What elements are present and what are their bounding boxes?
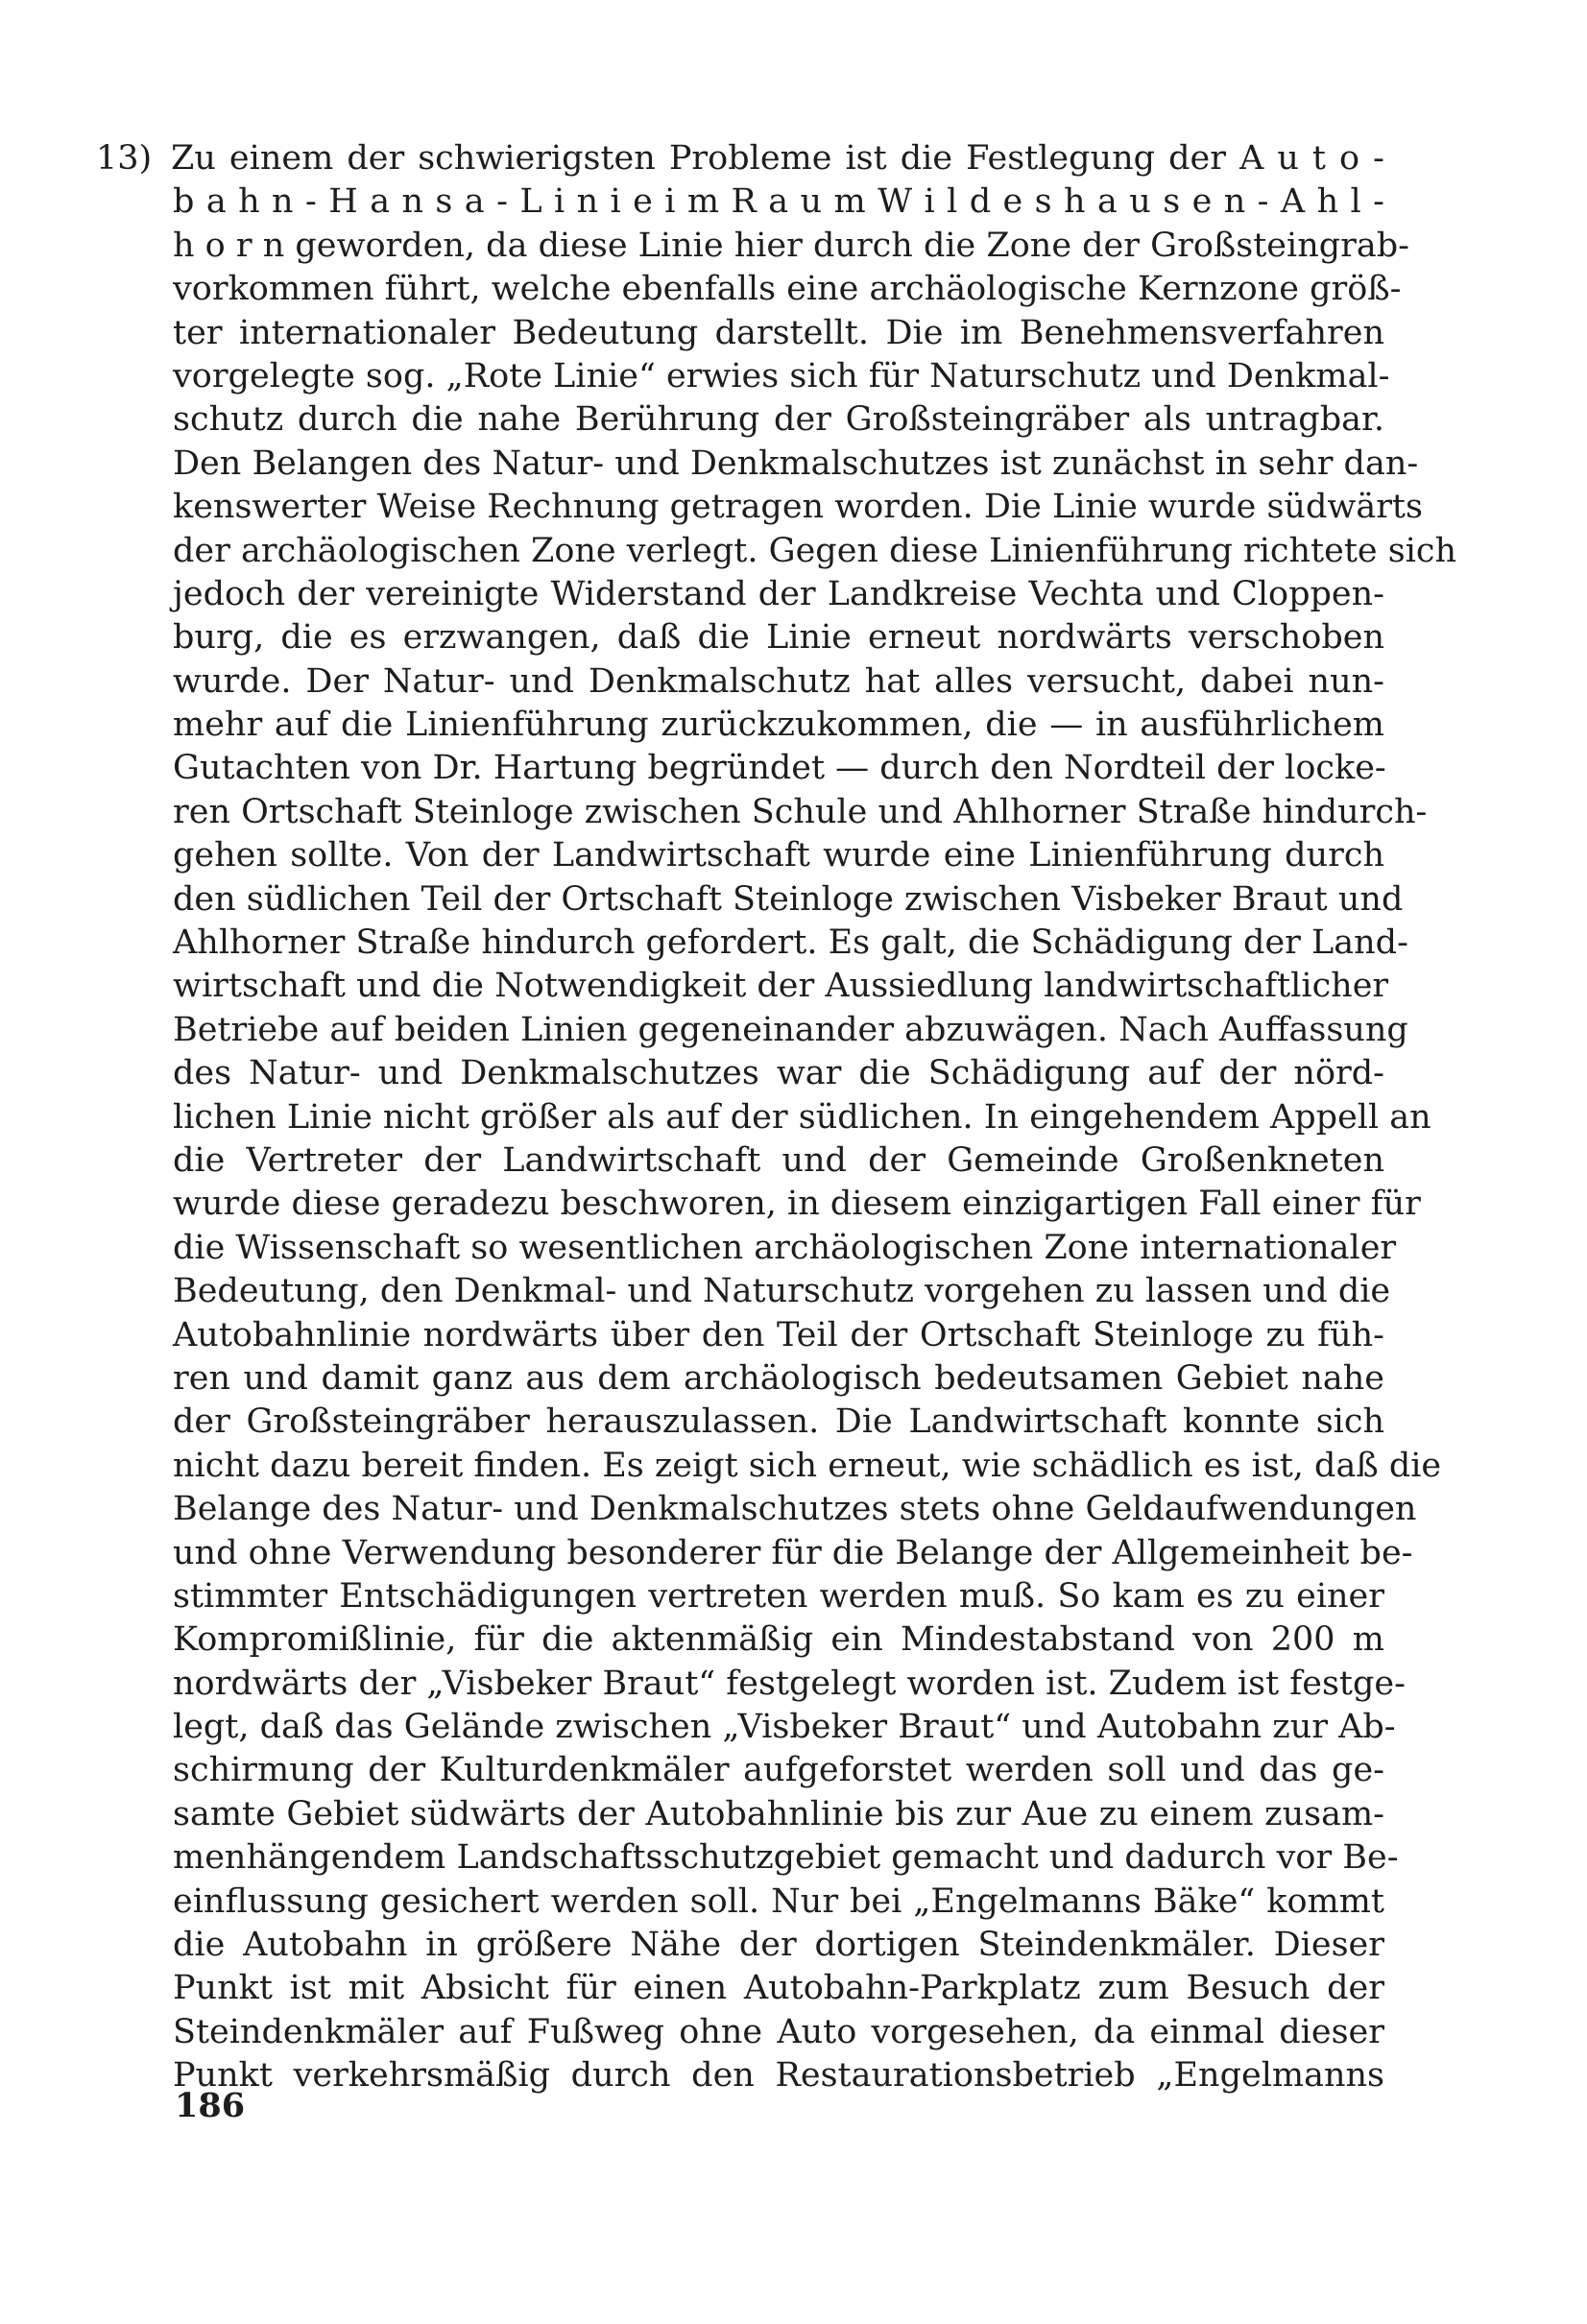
text-line-content: menhängendem Landschaftsschutzgebiet gemacht und dadurch vor Be- <box>173 1838 1399 1878</box>
text-line-content: Zu einem der schwierigsten Probleme ist die Festlegung der A u t o - <box>171 139 1384 178</box>
text-line <box>173 834 1384 877</box>
text-line <box>173 1401 1384 1444</box>
text-line-content: ren und damit ganz aus dem archäologisch bedeutsamen Gebiet nahe <box>173 1358 1384 1398</box>
text-line-content: jedoch der vereinigte Widerstand der Landkreise Vechta und Cloppen- <box>173 574 1384 613</box>
page-number: 186 <box>175 2086 246 2125</box>
text-line <box>173 486 1423 529</box>
text-line <box>173 1967 1384 2010</box>
text-line <box>173 878 1404 922</box>
text-line-content: samte Gebiet südwärts der Autobahnlinie bis zur Aue zu einem zusam- <box>173 1794 1384 1833</box>
text-line-content: den südlichen Teil der Ortschaft Steinloge zwischen Visbeker Braut und <box>173 879 1404 919</box>
text-line-content: Punkt ist mit Absicht für einen Autobahn-Parkplatz zum Besuch der <box>173 1969 1384 2008</box>
text-line <box>173 1881 1384 1924</box>
text-line-content: vorkommen führt, welche ebenfalls eine archäologische Kernzone größ- <box>173 270 1402 309</box>
text-line-content: schutz durch die nahe Berührung der Großsteingräber als untragbar. <box>173 400 1384 440</box>
text-line <box>173 1357 1384 1401</box>
text-line <box>173 616 1384 659</box>
text-line <box>173 1488 1417 1531</box>
text-line-content: burg, die es erzwangen, daß die Linie erneut nordwärts verschoben <box>173 618 1384 658</box>
text-line <box>173 2054 1384 2097</box>
text-line-content: b a h n - H a n s a - L i n i e i m R a u m W i l d e s h a u s e n - A h l - <box>173 182 1384 222</box>
text-line-content: vorgelegte sog. „Rote Linie“ erwies sich für Naturschutz und Denkmal- <box>173 356 1390 395</box>
text-line <box>173 1227 1397 1270</box>
text-line-content: die Wissenschaft so wesentlichen archäologischen Zone internationaler <box>173 1228 1397 1267</box>
text-line <box>173 1793 1384 1836</box>
text-line-content: kenswerter Weise Rechnung getragen worden. Die Linie wurde südwärts <box>173 488 1423 527</box>
text-line <box>173 1924 1384 1967</box>
text-line-content: nordwärts der „Visbeker Braut“ festgelegt worden ist. Zudem ist festge- <box>173 1664 1406 1703</box>
text-line-content: Autobahnlinie nordwärts über den Teil der Ortschaft Steinloge zu füh- <box>173 1315 1384 1354</box>
text-line <box>96 137 1384 180</box>
text-line <box>173 922 1408 965</box>
text-line <box>173 660 1384 704</box>
text-line <box>173 268 1402 311</box>
text-line-content: Steindenkmäler auf Fußweg ohne Auto vorgesehen, da einmal dieser <box>173 2012 1384 2051</box>
text-line-content: Punkt verkehrsmäßig durch den Restaurationsbetrieb „Engelmanns <box>173 2056 1384 2096</box>
footnote-number: 13) <box>96 139 153 178</box>
text-line-content: Den Belangen des Natur- und Denkmalschutzes ist zunächst in sehr dan- <box>173 443 1419 483</box>
text-line-content: und ohne Verwendung besonderer für die Belange der Allgemeinheit be- <box>173 1533 1413 1572</box>
text-line <box>173 1139 1384 1183</box>
text-line <box>173 2011 1384 2054</box>
text-line-content: des Natur- und Denkmalschutzes war die Schädigung auf der nörd- <box>173 1054 1384 1093</box>
text-line <box>173 1445 1442 1488</box>
text-line <box>173 1749 1384 1792</box>
text-line-content: die Autobahn in größere Nähe der dortigen Steindenkmäler. Dieser <box>173 1926 1384 1965</box>
text-line <box>173 1009 1408 1052</box>
text-line-content: der Großsteingräber herauszulassen. Die Landwirtschaft konnte sich <box>173 1402 1384 1442</box>
text-line-content: Gutachten von Dr. Hartung begründet — durch den Nordteil der locke- <box>173 749 1386 788</box>
text-line <box>173 1618 1384 1662</box>
text-line-content: Ahlhorner Straße hindurch gefordert. Es galt, die Schädigung der Land- <box>173 923 1408 963</box>
text-line-content: Betriebe auf beiden Linien gegeneinander abzuwägen. Nach Auffassung <box>173 1010 1408 1049</box>
text-line <box>173 180 1384 224</box>
text-line-content: gehen sollte. Von der Landwirtschaft wurde eine Linienführung durch <box>173 836 1384 875</box>
text-line <box>173 1532 1413 1575</box>
text-line-content: legt, daß das Gelände zwischen „Visbeker Braut“ und Autobahn zur Ab- <box>173 1708 1396 1747</box>
text-line <box>173 747 1384 790</box>
text-line <box>173 965 1389 1008</box>
text-line-content: schirmung der Kulturdenkmäler aufgeforstet werden soll und das ge- <box>173 1751 1384 1790</box>
text-line <box>173 573 1384 616</box>
text-line <box>173 398 1384 442</box>
text-line-content: nicht dazu bereit finden. Es zeigt sich erneut, wie schädlich es ist, daß die <box>173 1446 1442 1485</box>
text-line <box>173 1314 1384 1357</box>
text-line <box>173 1663 1406 1706</box>
text-line-content: Bedeutung, den Denkmal- und Naturschutz vorgehen zu lassen und die <box>173 1272 1391 1311</box>
text-line-content: wirtschaft und die Notwendigkeit der Aussiedlung landwirtschaftlicher <box>173 967 1389 1006</box>
text-line <box>173 1096 1431 1139</box>
text-line-content: ren Ortschaft Steinloge zwischen Schule und Ahlhorner Straße hindurch- <box>173 792 1428 831</box>
text-line-content: mehr auf die Linienführung zurückzukommen, die — in ausführlichem <box>173 706 1384 745</box>
text-line <box>173 312 1384 355</box>
text-line-content: lichen Linie nicht größer als auf der südlichen. In eingehendem Appell an <box>173 1097 1431 1137</box>
text-line-content: Kompromißlinie, für die aktenmäßig ein Mindestabstand von 200 m <box>173 1620 1384 1660</box>
text-line <box>173 530 1457 573</box>
text-line <box>173 1836 1399 1880</box>
text-line-content: stimmter Entschädigungen vertreten werden muß. So kam es zu einer <box>173 1576 1384 1616</box>
text-line <box>173 443 1419 486</box>
text-line-content: die Vertreter der Landwirtschaft und der Gemeinde Großenkneten <box>173 1140 1384 1180</box>
footnote-text <box>96 137 1457 2098</box>
text-line-content: wurde diese geradezu beschworen, in diesem einzigartigen Fall einer für <box>173 1185 1421 1224</box>
text-line-content: h o r n geworden, da diese Linie hier durch die Zone der Großsteingrab- <box>173 226 1409 265</box>
text-line <box>173 1052 1384 1095</box>
text-line <box>173 225 1409 268</box>
text-line <box>173 1270 1391 1313</box>
text-line <box>173 355 1390 398</box>
text-line-content: der archäologischen Zone verlegt. Gegen diese Linienführung richtete sich <box>173 531 1457 570</box>
text-line <box>173 1575 1384 1618</box>
text-line <box>173 1706 1396 1749</box>
text-line-content: wurde. Der Natur- und Denkmalschutz hat alles versucht, dabei nun- <box>173 661 1384 701</box>
text-line-content: ter internationaler Bedeutung darstellt. Die im Benehmensverfahren <box>173 313 1384 352</box>
text-line-content: Belange des Natur- und Denkmalschutzes stets ohne Geldaufwendungen <box>173 1490 1417 1529</box>
text-line-content: einflussung gesichert werden soll. Nur bei „Engelmanns Bäke“ kommt <box>173 1881 1384 1921</box>
text-line <box>173 791 1428 834</box>
text-line <box>173 704 1384 747</box>
text-line <box>173 1183 1421 1226</box>
